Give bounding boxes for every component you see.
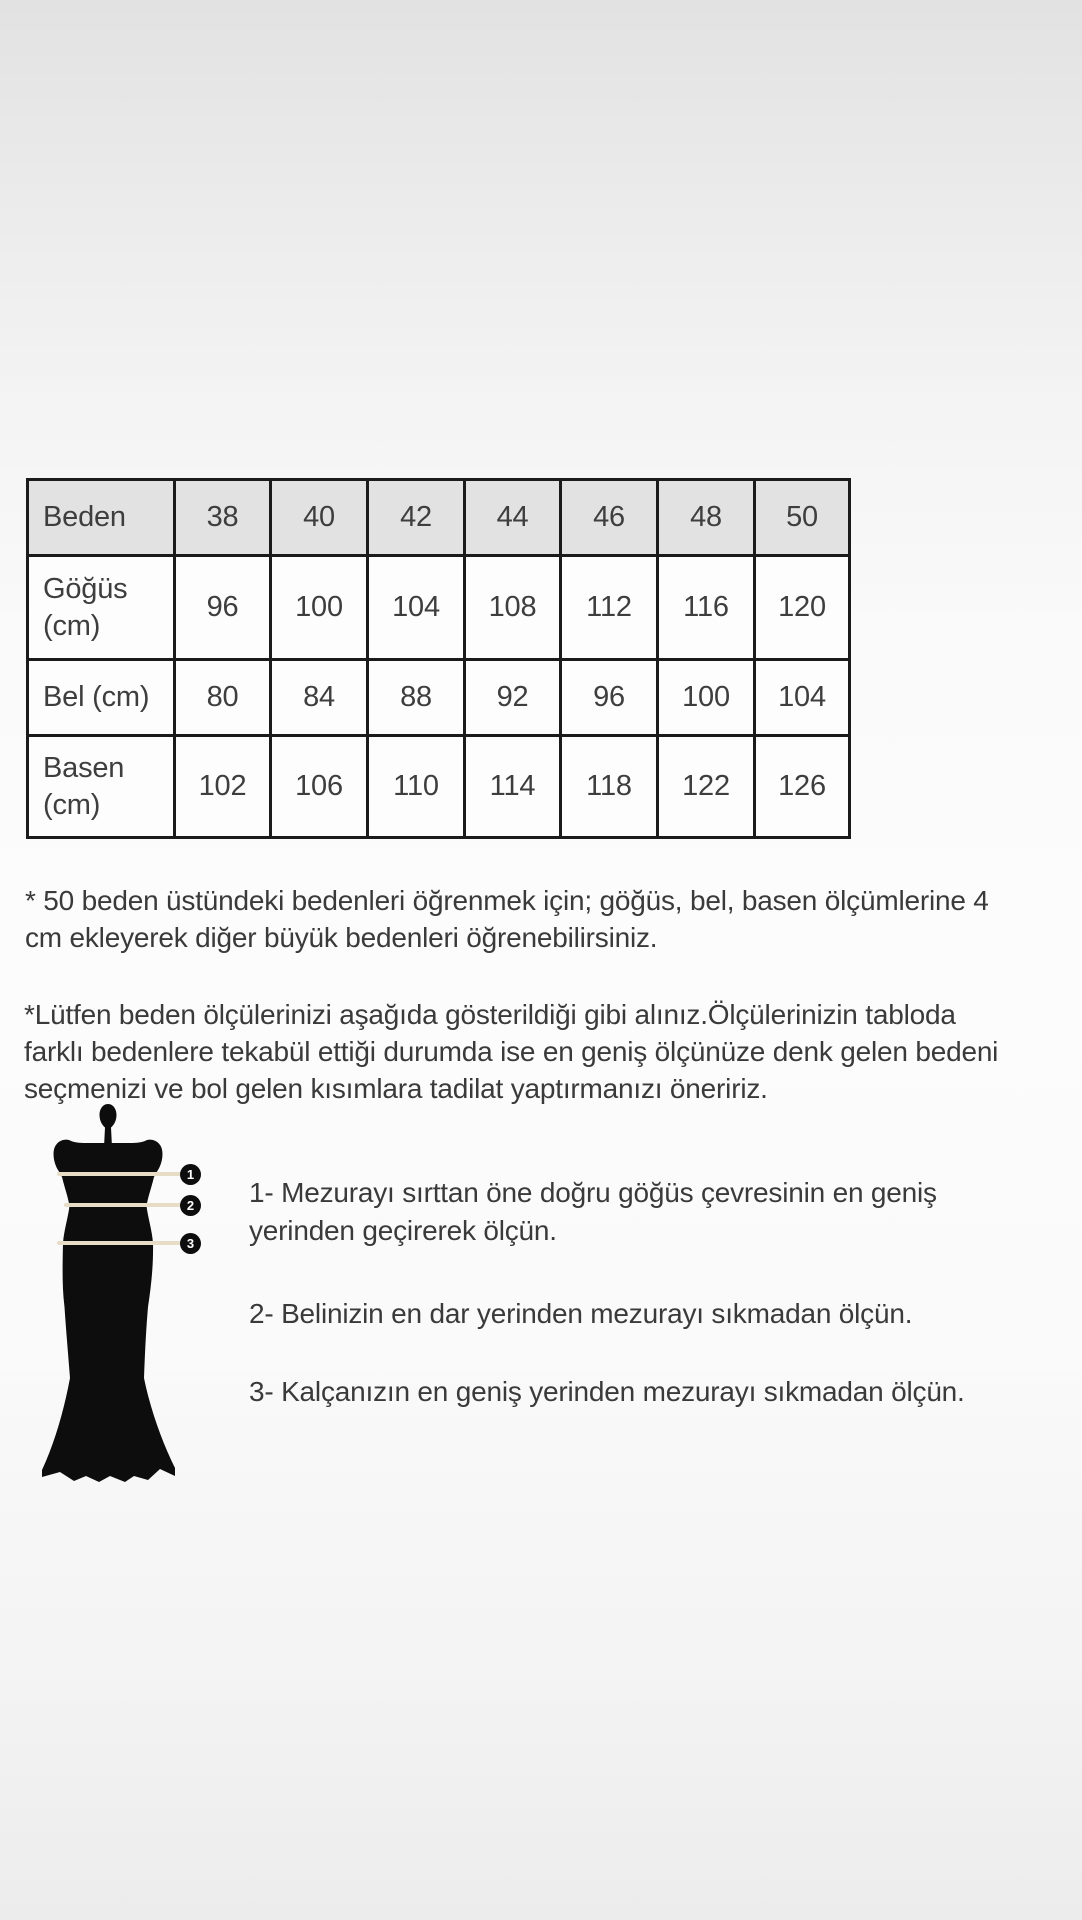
instruction-line: 2- Belinizin en dar yerinden mezurayı sıkmadan ölçün.	[249, 1298, 913, 1329]
size-value-cell: 122	[658, 736, 755, 838]
note-line: * 50 beden üstündeki bedenleri öğrenmek için; göğüs, bel, basen ölçümlerine 4	[25, 885, 989, 916]
size-value-cell: 96	[175, 556, 271, 660]
size-col-header: 48	[658, 480, 755, 556]
instruction-line: 3- Kalçanızın en geniş yerinden mezurayı sıkmadan ölçün.	[249, 1376, 965, 1407]
table-row	[28, 556, 850, 660]
size-value-cell: 96	[561, 660, 658, 736]
size-value-cell: 126	[755, 736, 850, 838]
size-value-cell: 108	[465, 556, 561, 660]
size-value-cell: 100	[271, 556, 368, 660]
size-value-cell: 100	[658, 660, 755, 736]
measure-row-label: Bel (cm)	[28, 660, 175, 736]
instruction-2	[249, 1295, 912, 1333]
note-line: *Lütfen beden ölçülerinizi aşağıda gösterildiği gibi alınız.Ölçülerinizin tabloda	[24, 999, 956, 1030]
instruction-3	[249, 1373, 965, 1411]
dress-silhouette-icon	[36, 1100, 186, 1484]
table-row	[28, 660, 850, 736]
size-value-cell: 84	[271, 660, 368, 736]
size-value-cell: 112	[561, 556, 658, 660]
note-line: farklı bedenlere tekabül ettiği durumda ise en geniş ölçünüze denk gelen bedeni	[24, 1036, 999, 1067]
note-line: seçmenizi ve bol gelen kısımlara tadilat yaptırmanızı öneririz.	[24, 1073, 768, 1104]
size-value-cell: 110	[368, 736, 465, 838]
size-value-cell: 116	[658, 556, 755, 660]
size-col-header: 40	[271, 480, 368, 556]
instruction-1	[249, 1174, 937, 1250]
size-value-cell: 92	[465, 660, 561, 736]
size-value-cell: 118	[561, 736, 658, 838]
table-header-row	[28, 480, 850, 556]
table-row	[28, 736, 850, 838]
size-col-header: 42	[368, 480, 465, 556]
size-col-header: 50	[755, 480, 850, 556]
measure-row-label: Göğüs (cm)	[28, 556, 175, 660]
size-value-cell: 102	[175, 736, 271, 838]
instruction-line: 1- Mezurayı sırttan öne doğru göğüs çevresinin en geniş	[249, 1177, 937, 1208]
marker-3-badge: 3	[180, 1233, 201, 1254]
size-value-cell: 104	[368, 556, 465, 660]
size-col-header: 46	[561, 480, 658, 556]
note-plus-sizes	[25, 882, 989, 956]
hip-measure-line	[57, 1241, 191, 1245]
size-table	[26, 478, 851, 839]
measure-row-label: Basen (cm)	[28, 736, 175, 838]
size-col-header: Beden	[28, 480, 175, 556]
marker-1-badge: 1	[180, 1164, 201, 1185]
chest-measure-line	[57, 1172, 191, 1176]
waist-measure-line	[64, 1203, 191, 1207]
size-value-cell: 120	[755, 556, 850, 660]
note-line: cm ekleyerek diğer büyük bedenleri öğrenebilirsiniz.	[25, 922, 658, 953]
size-value-cell: 114	[465, 736, 561, 838]
size-value-cell: 80	[175, 660, 271, 736]
size-col-header: 38	[175, 480, 271, 556]
instruction-line: yerinden geçirerek ölçün.	[249, 1215, 557, 1246]
size-col-header: 44	[465, 480, 561, 556]
size-value-cell: 88	[368, 660, 465, 736]
size-value-cell: 106	[271, 736, 368, 838]
note-measuring-advice	[24, 996, 998, 1107]
marker-2-badge: 2	[180, 1195, 201, 1216]
size-value-cell: 104	[755, 660, 850, 736]
